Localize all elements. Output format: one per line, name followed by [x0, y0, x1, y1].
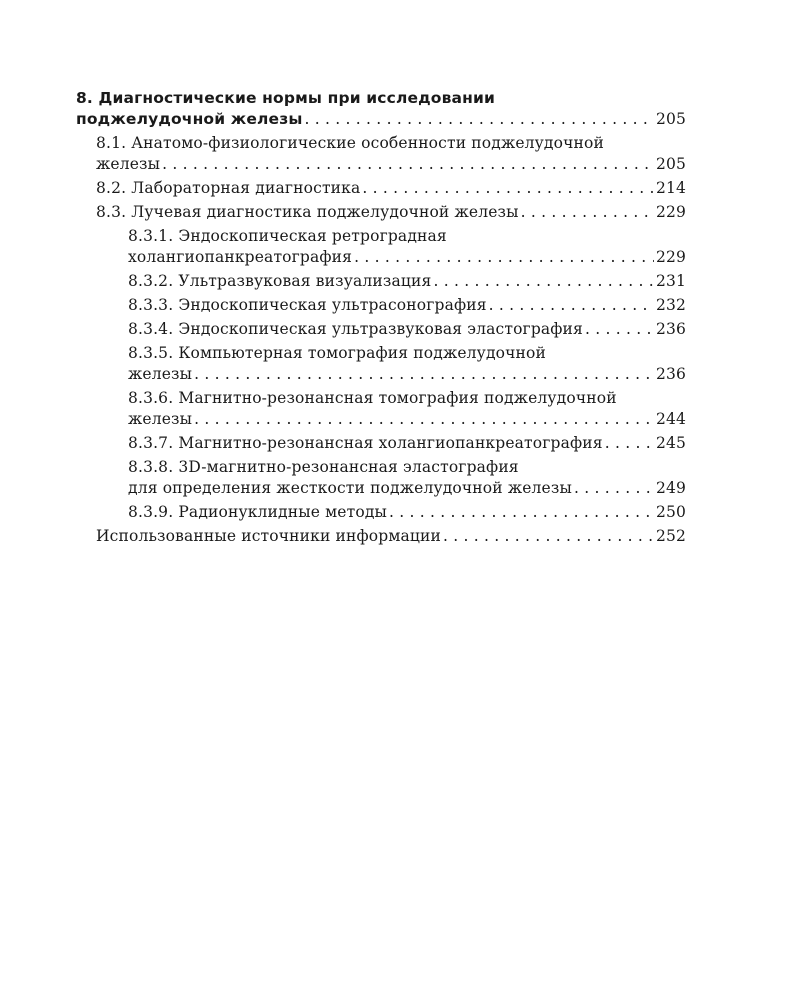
- toc-entry-8-3[interactable]: [76, 202, 686, 223]
- toc-entry-last-line: [128, 295, 686, 316]
- toc-entry-last-line: [96, 526, 686, 547]
- toc-entry-title: 8.3.4. Эндоскопическая ультразвуковая эластография: [128, 320, 583, 338]
- toc-entry-title: 8.3.2. Ультразвуковая визуализация: [128, 272, 432, 290]
- toc-entry-title-line: 8.3.1. Эндоскопическая ретроградная: [128, 227, 447, 245]
- toc-entry-title-line: 8.3.6. Магнитно-резонансная томография поджелудочной: [128, 389, 617, 407]
- toc-entry-8-3-1[interactable]: [76, 226, 686, 268]
- toc-page-number: 249: [655, 479, 686, 497]
- toc-page-number: 244: [655, 410, 686, 428]
- dot-leader: [389, 502, 654, 523]
- dot-leader: [433, 271, 654, 292]
- toc-entry-title: для определения жесткости поджелудочной железы: [128, 479, 572, 497]
- toc-entry-last-line: [96, 154, 686, 175]
- toc-page-number: 245: [655, 434, 686, 452]
- toc-page-number: 232: [655, 296, 686, 314]
- toc-entry-last-line: [128, 409, 686, 430]
- dot-leader: [574, 478, 654, 499]
- dot-leader: [362, 178, 654, 199]
- toc-page-number: 250: [655, 503, 686, 521]
- toc-page-number: 205: [655, 155, 686, 173]
- dot-leader: [354, 247, 654, 268]
- toc-entry-title-line: 8.3.8. 3D-магнитно-резонансная эластография: [128, 458, 519, 476]
- toc-entry-8-3-6[interactable]: [76, 388, 686, 430]
- toc-page-number: 231: [655, 272, 686, 290]
- dot-leader: [489, 295, 654, 316]
- toc-entry-last-line: [128, 478, 686, 499]
- toc-entry-title-line: 8.1. Анатомо-физиологические особенности поджелудочной: [96, 134, 604, 152]
- toc-page-number: 214: [655, 179, 686, 197]
- table-of-contents: [76, 88, 686, 550]
- toc-entry-title: железы: [128, 410, 193, 428]
- toc-entry-title: поджелудочной железы: [76, 110, 303, 128]
- toc-page-number: 229: [655, 248, 686, 266]
- toc-entry-8-3-2[interactable]: [76, 271, 686, 292]
- toc-entry-8-3-4[interactable]: [76, 319, 686, 340]
- toc-page-number: 252: [655, 527, 686, 545]
- dot-leader: [605, 433, 654, 454]
- toc-entry-title: железы: [96, 155, 161, 173]
- toc-entry-title: 8.3. Лучевая диагностика поджелудочной железы: [96, 203, 519, 221]
- toc-entry-title: холангиопанкреатография: [128, 248, 353, 266]
- toc-entry-title: железы: [128, 365, 193, 383]
- toc-entry-title-line: 8. Диагностические нормы при исследовании: [76, 89, 496, 107]
- dot-leader: [305, 109, 654, 130]
- toc-entry-title: 8.3.7. Магнитно-резонансная холангиопанкреатография: [128, 434, 603, 452]
- toc-entry-title: 8.3.3. Эндоскопическая ультрасонография: [128, 296, 487, 314]
- toc-entry-8-3-3[interactable]: [76, 295, 686, 316]
- toc-entry-chapter-8[interactable]: [76, 88, 686, 130]
- toc-entry-8-3-9[interactable]: [76, 502, 686, 523]
- toc-entry-last-line: [128, 502, 686, 523]
- dot-leader: [194, 409, 654, 430]
- toc-entry-last-line: [128, 433, 686, 454]
- toc-entry-title: 8.2. Лабораторная диагностика: [96, 179, 361, 197]
- dot-leader: [162, 154, 654, 175]
- toc-entry-last-line: [96, 178, 686, 199]
- toc-entry-last-line: [128, 364, 686, 385]
- toc-entry-last-line: [128, 247, 686, 268]
- toc-entry-last-line: [96, 202, 686, 223]
- toc-page-number: 205: [655, 110, 686, 128]
- toc-entry-8-3-7[interactable]: [76, 433, 686, 454]
- toc-page-number: 229: [655, 203, 686, 221]
- toc-entry-last-line: [128, 271, 686, 292]
- toc-entry-title: 8.3.9. Радионуклидные методы: [128, 503, 388, 521]
- dot-leader: [443, 526, 654, 547]
- toc-page-number: 236: [655, 320, 686, 338]
- toc-entry-8-3-8[interactable]: [76, 457, 686, 499]
- toc-entry-8-2[interactable]: [76, 178, 686, 199]
- toc-entry-title: Использованные источники информации: [96, 527, 441, 545]
- toc-entry-title-line: 8.3.5. Компьютерная томография поджелудочной: [128, 344, 546, 362]
- toc-entry-last-line: [128, 319, 686, 340]
- toc-entry-sources[interactable]: [76, 526, 686, 547]
- toc-entry-8-1[interactable]: [76, 133, 686, 175]
- toc-entry-8-3-5[interactable]: [76, 343, 686, 385]
- toc-entry-last-line: [76, 109, 686, 130]
- toc-page-number: 236: [655, 365, 686, 383]
- dot-leader: [585, 319, 654, 340]
- dot-leader: [194, 364, 654, 385]
- dot-leader: [521, 202, 654, 223]
